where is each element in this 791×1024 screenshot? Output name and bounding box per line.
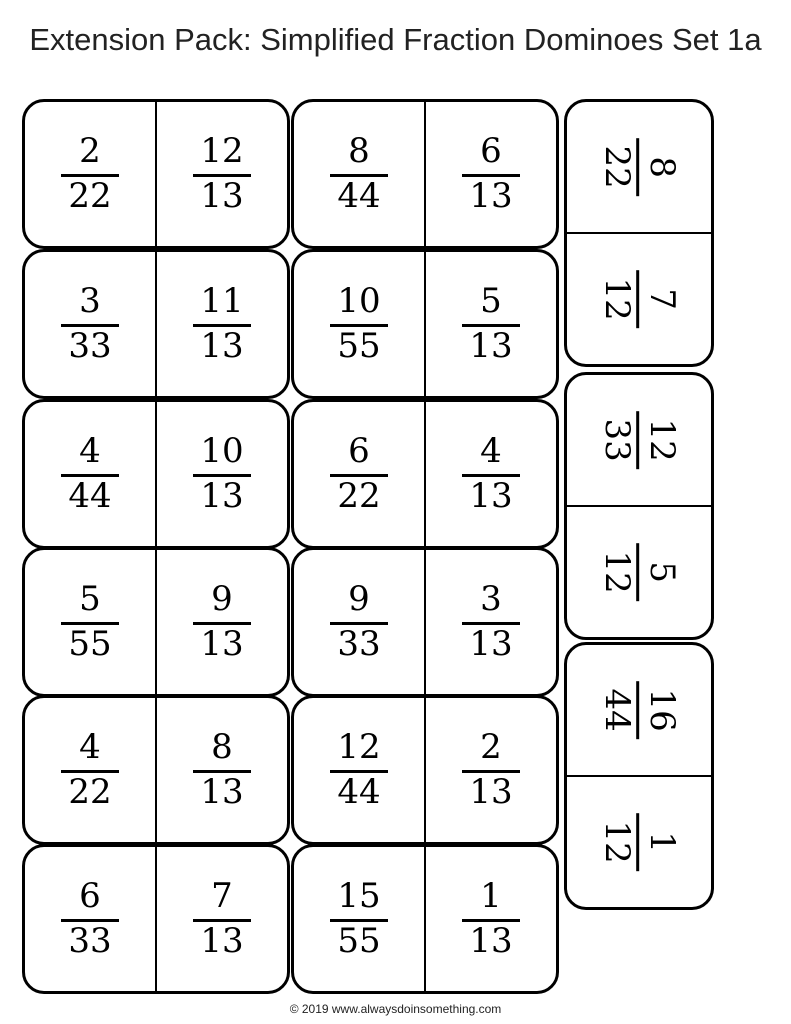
denominator: 44 [337,175,381,216]
fraction [462,280,520,366]
fraction [193,578,251,664]
domino-half [157,847,287,991]
denominator: 33 [337,623,381,664]
fraction [193,875,251,961]
numerator: 12 [337,726,381,767]
denominator: 22 [68,175,112,216]
fraction [193,130,251,216]
domino-half [567,102,711,234]
domino-half [157,402,287,546]
fraction [193,726,251,812]
numerator: 4 [79,430,101,471]
denominator: 13 [469,325,513,366]
numerator: 2 [79,130,101,171]
fraction [597,270,683,328]
fraction [330,726,388,812]
domino-half [25,402,157,546]
numerator: 10 [200,430,244,471]
domino-half [25,847,157,991]
numerator: 3 [480,578,502,619]
fraction [597,411,683,469]
denominator: 22 [597,145,638,189]
domino-half [294,550,426,694]
denominator: 13 [469,175,513,216]
denominator: 44 [337,771,381,812]
domino-half [426,252,556,396]
denominator: 12 [597,820,638,864]
domino-card [22,695,290,845]
numerator: 8 [211,726,233,767]
numerator: 6 [348,430,370,471]
denominator: 13 [200,623,244,664]
domino-card [564,372,714,640]
page-title: Extension Pack: Simplified Fraction Dominoes Set 1a [29,22,762,57]
numerator: 8 [642,156,683,178]
domino-half [567,507,711,637]
domino-half [567,375,711,507]
domino-half [157,698,287,842]
fraction [597,543,683,601]
domino-card [22,547,290,697]
domino-card [291,399,559,549]
domino-half [426,402,556,546]
denominator: 12 [597,277,638,321]
denominator: 44 [597,688,638,732]
denominator: 13 [200,771,244,812]
fraction [462,726,520,812]
domino-card [291,99,559,249]
denominator: 22 [337,475,381,516]
domino-card [564,99,714,367]
numerator: 4 [480,430,502,471]
fraction [462,430,520,516]
numerator: 11 [200,280,244,321]
domino-half [567,234,711,364]
fraction [462,578,520,664]
numerator: 10 [337,280,381,321]
domino-half [25,698,157,842]
numerator: 5 [79,578,101,619]
numerator: 12 [200,130,244,171]
domino-half [25,550,157,694]
denominator: 33 [597,418,638,462]
fraction [61,578,119,664]
denominator: 13 [200,325,244,366]
numerator: 7 [211,875,233,916]
numerator: 8 [348,130,370,171]
domino-half [157,550,287,694]
domino-half [426,698,556,842]
fraction [61,875,119,961]
fraction [462,130,520,216]
numerator: 9 [348,578,370,619]
numerator: 1 [480,875,502,916]
domino-half [25,102,157,246]
numerator: 9 [211,578,233,619]
domino-card [291,695,559,845]
domino-half [294,847,426,991]
numerator: 4 [79,726,101,767]
numerator: 1 [642,831,683,853]
numerator: 16 [642,688,683,732]
fraction [330,875,388,961]
domino-card [291,547,559,697]
domino-half [567,645,711,777]
domino-half [157,102,287,246]
domino-half [567,777,711,907]
fraction [193,280,251,366]
denominator: 12 [597,550,638,594]
fraction [597,138,683,196]
numerator: 6 [79,875,101,916]
domino-card [291,249,559,399]
domino-half [426,847,556,991]
domino-half [294,698,426,842]
domino-card [564,642,714,910]
numerator: 3 [79,280,101,321]
fraction [61,280,119,366]
denominator: 13 [200,175,244,216]
fraction [61,726,119,812]
domino-card [22,99,290,249]
fraction [597,681,683,739]
domino-half [25,252,157,396]
denominator: 13 [469,475,513,516]
numerator: 2 [480,726,502,767]
denominator: 13 [200,475,244,516]
domino-card [291,844,559,994]
domino-half [426,550,556,694]
numerator: 7 [642,288,683,310]
fraction [597,813,683,871]
numerator: 5 [480,280,502,321]
fraction [61,130,119,216]
domino-card [22,399,290,549]
numerator: 12 [642,418,683,462]
denominator: 22 [68,771,112,812]
numerator: 5 [642,561,683,583]
domino-half [294,102,426,246]
fraction [330,280,388,366]
domino-card [22,844,290,994]
denominator: 44 [68,475,112,516]
copyright-footer: © 2019 www.alwaysdoinsomething.com [289,1002,502,1016]
numerator: 15 [337,875,381,916]
denominator: 13 [469,771,513,812]
fraction [462,875,520,961]
fraction [330,130,388,216]
fraction [330,578,388,664]
domino-half [294,402,426,546]
domino-half [294,252,426,396]
domino-half [426,102,556,246]
domino-card [22,249,290,399]
fraction [193,430,251,516]
domino-half [157,252,287,396]
denominator: 33 [68,920,112,961]
fraction [61,430,119,516]
denominator: 13 [469,920,513,961]
denominator: 55 [337,325,381,366]
numerator: 6 [480,130,502,171]
denominator: 13 [200,920,244,961]
denominator: 33 [68,325,112,366]
denominator: 55 [68,623,112,664]
denominator: 55 [337,920,381,961]
fraction [330,430,388,516]
denominator: 13 [469,623,513,664]
